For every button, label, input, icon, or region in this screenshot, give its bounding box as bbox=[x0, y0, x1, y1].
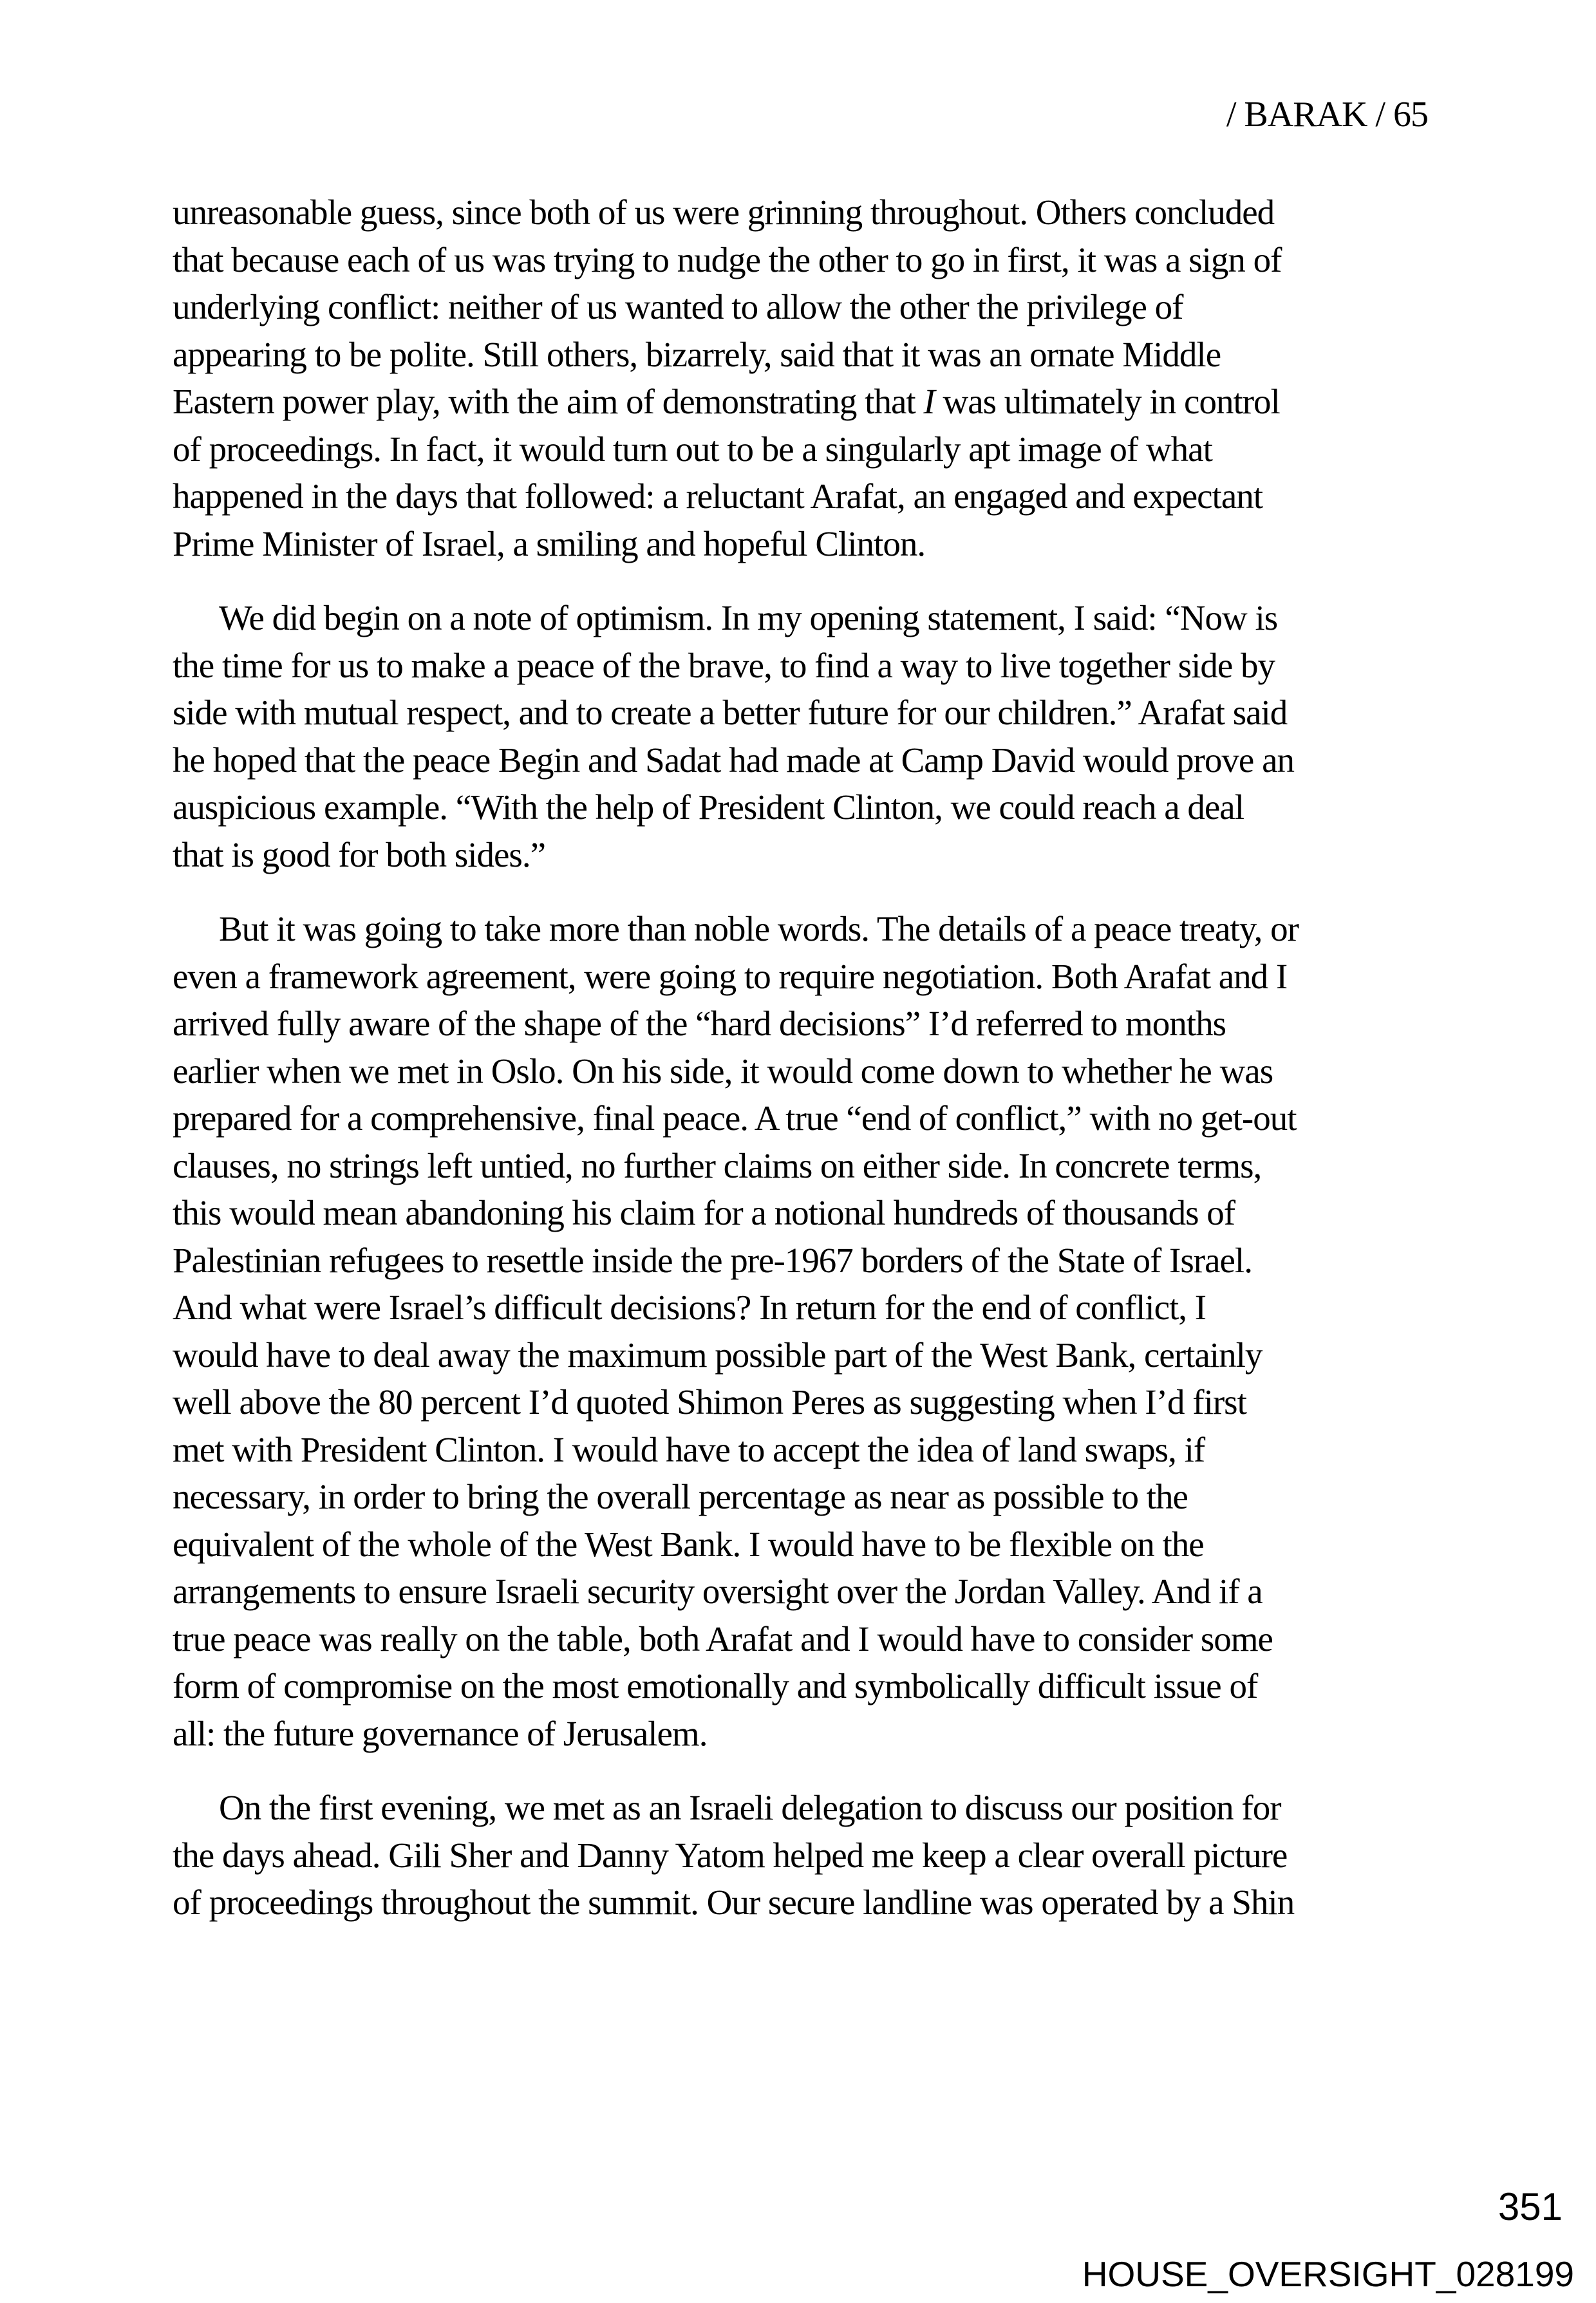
text-segment: Palestinian refugees to resettle inside the pre-1967 borders of the State of Israel. bbox=[173, 1240, 1252, 1280]
text-line bbox=[173, 1331, 1434, 1379]
text-segment: underlying conflict: neither of us wanted to allow the other the privilege of bbox=[173, 287, 1183, 326]
text-segment: And what were Israel’s difficult decisions? In return for the end of conflict, I bbox=[173, 1288, 1206, 1327]
text-segment: earlier when we met in Oslo. On his side, it would come down to whether he was bbox=[173, 1051, 1273, 1091]
text-line bbox=[173, 331, 1434, 379]
text-segment: even a framework agreement, were going to require negotiation. Both Arafat and I bbox=[173, 956, 1288, 996]
text-line bbox=[173, 283, 1434, 331]
text-segment: of proceedings throughout the summit. Our secure landline was operated by a Shin bbox=[173, 1883, 1295, 1922]
text-line bbox=[173, 1879, 1434, 1926]
italic-text-segment: I bbox=[923, 382, 935, 421]
text-segment: the time for us to make a peace of the brave, to find a way to live together side by bbox=[173, 645, 1275, 685]
text-line bbox=[173, 1284, 1434, 1331]
text-segment: prepared for a comprehensive, final peace. A true “end of conflict,” with no get-out bbox=[173, 1098, 1297, 1138]
paragraph bbox=[173, 905, 1434, 1757]
text-line bbox=[173, 189, 1434, 236]
text-segment: was ultimately in control bbox=[934, 382, 1280, 421]
text-line bbox=[173, 737, 1434, 784]
text-line bbox=[173, 1615, 1434, 1663]
text-segment: the days ahead. Gili Sher and Danny Yatom helped me keep a clear overall picture bbox=[173, 1835, 1288, 1875]
text-line bbox=[173, 1521, 1434, 1568]
text-segment: Prime Minister of Israel, a smiling and hopeful Clinton. bbox=[173, 523, 926, 563]
text-line bbox=[173, 426, 1434, 473]
text-segment: clauses, no strings left untied, no further claims on either side. In concrete terms, bbox=[173, 1145, 1262, 1185]
text-segment: auspicious example. “With the help of President Clinton, we could reach a deal bbox=[173, 787, 1244, 827]
text-line bbox=[173, 642, 1434, 690]
text-segment: happened in the days that followed: a reluctant Arafat, an engaged and expectant bbox=[173, 476, 1263, 516]
text-line bbox=[173, 520, 1434, 568]
text-line bbox=[173, 1378, 1434, 1426]
text-line bbox=[173, 1142, 1434, 1190]
text-segment: all: the future governance of Jerusalem. bbox=[173, 1713, 708, 1753]
paragraph bbox=[173, 1784, 1434, 1926]
text-segment: well above the 80 percent I’d quoted Shimon Peres as suggesting when I’d first bbox=[173, 1382, 1246, 1422]
text-segment: arrangements to ensure Israeli security oversight over the Jordan Valley. And if a bbox=[173, 1572, 1263, 1611]
text-line bbox=[173, 953, 1434, 1001]
text-segment: On the first evening, we met as an Israeli delegation to discuss our position for bbox=[219, 1788, 1281, 1827]
text-line bbox=[173, 1237, 1434, 1284]
text-segment: that because each of us was trying to nudge the other to go in first, it was a sign of bbox=[173, 240, 1282, 279]
text-line bbox=[173, 1784, 1434, 1832]
text-segment: necessary, in order to bring the overall percentage as near as possible to the bbox=[173, 1477, 1188, 1516]
text-line bbox=[173, 1189, 1434, 1237]
text-line bbox=[173, 1095, 1434, 1142]
paragraph bbox=[173, 594, 1434, 878]
text-segment: unreasonable guess, since both of us were grinning throughout. Others concluded bbox=[173, 193, 1275, 232]
text-segment: of proceedings. In fact, it would turn out to be a singularly apt image of what bbox=[173, 429, 1212, 469]
text-line bbox=[173, 473, 1434, 520]
page-number: 351 bbox=[1497, 2185, 1563, 2228]
text-line bbox=[173, 378, 1434, 426]
text-segment: true peace was really on the table, both Arafat and I would have to consider some bbox=[173, 1619, 1273, 1659]
text-segment: side with mutual respect, and to create a better future for our children.” Arafat said bbox=[173, 693, 1288, 732]
text-segment: met with President Clinton. I would have to accept the idea of land swaps, if bbox=[173, 1429, 1205, 1469]
bates-stamp: HOUSE_OVERSIGHT_028199 bbox=[1082, 2254, 1574, 2294]
text-line bbox=[173, 784, 1434, 831]
body-text bbox=[173, 189, 1434, 1926]
text-line bbox=[173, 1662, 1434, 1710]
text-line bbox=[173, 831, 1434, 879]
text-line bbox=[173, 1832, 1434, 1879]
text-segment: would have to deal away the maximum possible part of the West Bank, certainly bbox=[173, 1335, 1263, 1375]
text-line bbox=[173, 594, 1434, 642]
text-line bbox=[173, 689, 1434, 737]
text-segment: that is good for both sides.” bbox=[173, 834, 545, 874]
text-segment: Eastern power play, with the aim of demonstrating that bbox=[173, 382, 924, 421]
text-segment: form of compromise on the most emotionally and symbolically difficult issue of bbox=[173, 1666, 1258, 1706]
paragraph bbox=[173, 189, 1434, 567]
text-line bbox=[173, 905, 1434, 953]
text-segment: he hoped that the peace Begin and Sadat had made at Camp David would prove an bbox=[173, 740, 1295, 780]
text-line bbox=[173, 1426, 1434, 1474]
text-segment: But it was going to take more than noble words. The details of a peace treaty, or bbox=[219, 909, 1299, 948]
text-segment: appearing to be polite. Still others, bizarrely, said that it was an ornate Middle bbox=[173, 334, 1221, 374]
text-line bbox=[173, 236, 1434, 284]
text-segment: equivalent of the whole of the West Bank. I would have to be flexible on the bbox=[173, 1524, 1204, 1564]
text-line bbox=[173, 1000, 1434, 1048]
text-segment: arrived fully aware of the shape of the “hard decisions” I’d referred to months bbox=[173, 1004, 1226, 1043]
page-header: / BARAK / 65 bbox=[1226, 95, 1428, 135]
text-line bbox=[173, 1473, 1434, 1521]
text-segment: We did begin on a note of optimism. In my opening statement, I said: “Now is bbox=[219, 598, 1278, 637]
text-line bbox=[173, 1048, 1434, 1095]
text-segment: this would mean abandoning his claim for a notional hundreds of thousands of bbox=[173, 1193, 1235, 1232]
text-line bbox=[173, 1710, 1434, 1758]
text-line bbox=[173, 1568, 1434, 1615]
